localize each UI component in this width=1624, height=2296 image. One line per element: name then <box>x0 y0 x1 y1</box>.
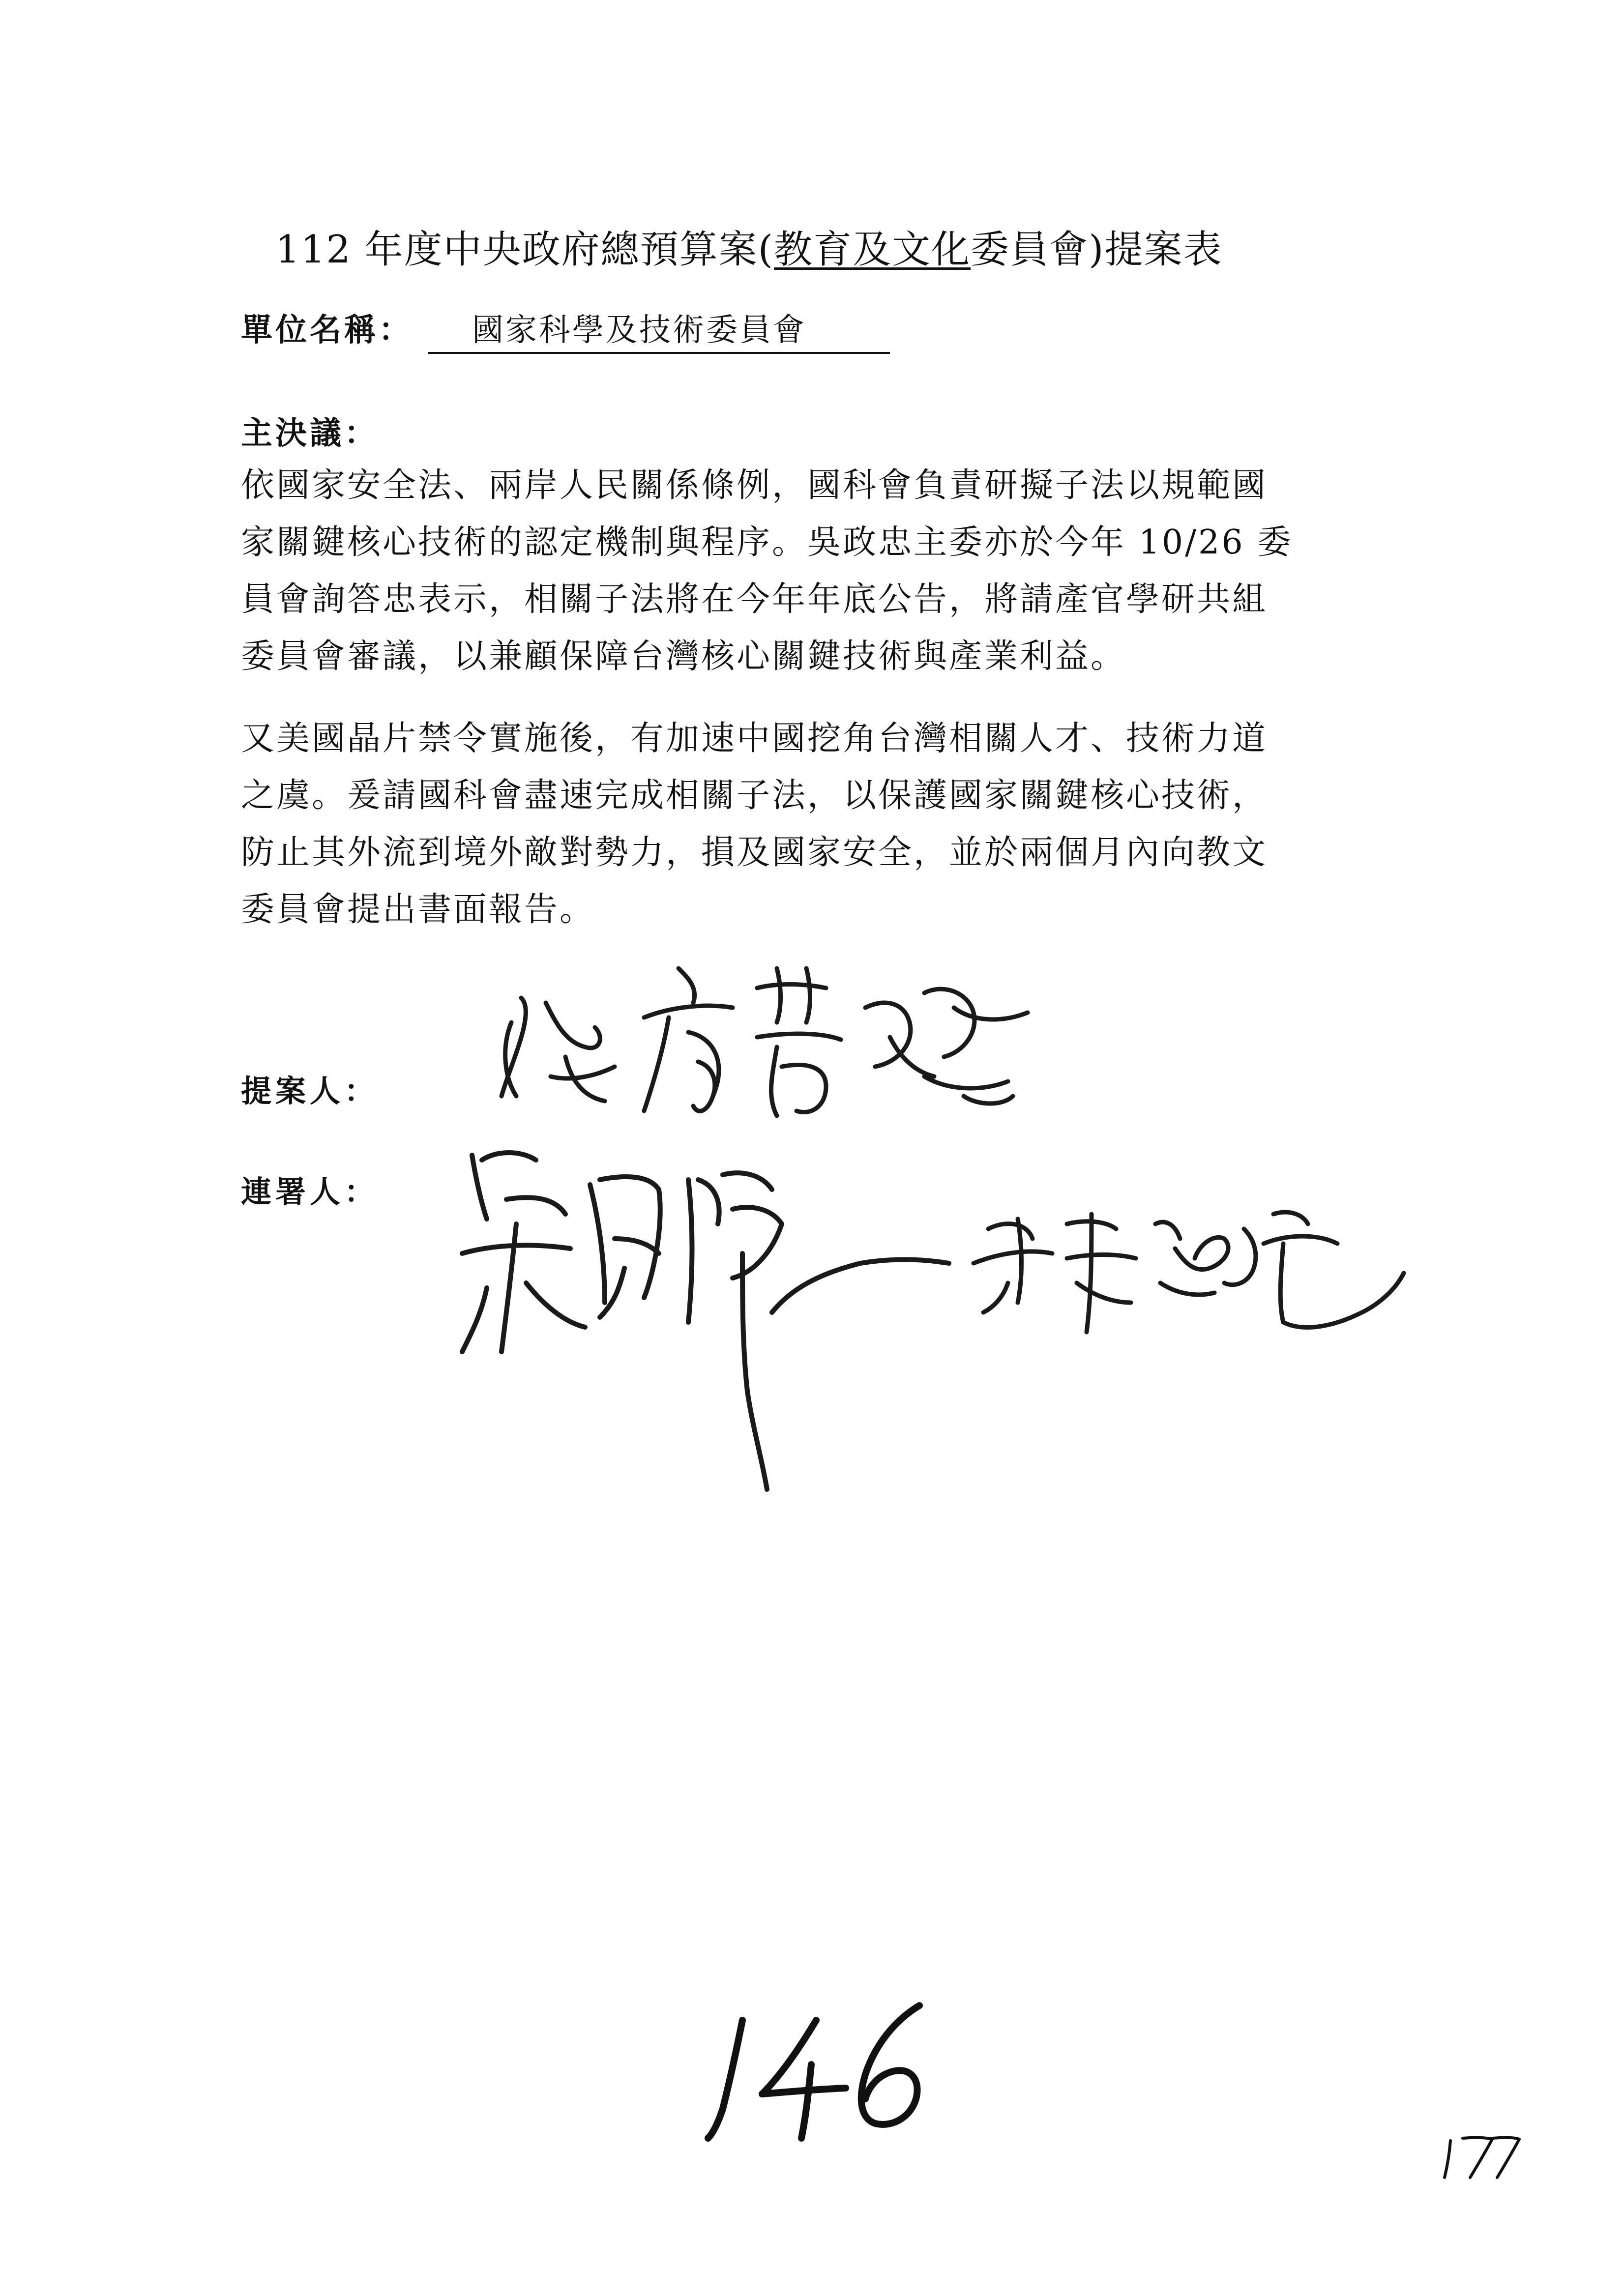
paragraph-2-line: 委員會提出書面報告。 <box>241 890 595 929</box>
proposer-signature <box>482 949 1111 1155</box>
paragraph-2-line: 之虞。爰請國科會盡速完成相關子法，以保護國家關鍵核心技術， <box>241 776 1268 815</box>
title-prefix: 112 年度中央政府總預算案( <box>275 228 774 272</box>
paragraph-1-line: 依國家安全法、兩岸人民關係條例，國科會負責研擬子法以規範國 <box>241 466 1268 505</box>
paragraph-2-line: 又美國晶片禁令實施後，有加速中國挖角台灣相關人才、技術力道 <box>241 719 1268 758</box>
cosigner-label: 連署人： <box>241 1174 379 1210</box>
resolution-paragraph-1 <box>241 457 1391 685</box>
unit-row <box>241 305 890 354</box>
page-number-center <box>688 1991 924 2148</box>
proposer-label: 提案人： <box>241 1073 379 1109</box>
resolution-heading: 主決議： <box>241 415 379 452</box>
cosigner-signature <box>428 1126 1406 1519</box>
paragraph-1-line: 家關鍵核心技術的認定機制與程序。吳政忠主委亦於今年 10/26 委 <box>241 523 1293 562</box>
paragraph-1-line: 委員會審議，以兼顧保障台灣核心關鍵技術與產業利益。 <box>241 637 1126 676</box>
resolution-paragraph-2 <box>241 710 1391 938</box>
title-suffix: 委員會)提案表 <box>971 228 1223 272</box>
unit-label: 單位名稱： <box>241 312 413 349</box>
page-number-corner <box>1436 2128 1524 2182</box>
unit-value: 國家科學及技術委員會 <box>428 305 890 354</box>
document-title <box>275 219 1223 274</box>
title-committee: 教育及文化 <box>774 228 971 272</box>
paragraph-2-line: 防止其外流到境外敵對勢力，損及國家安全，並於兩個月內向教文 <box>241 833 1268 872</box>
paragraph-1-line: 員會詢答忠表示，相關子法將在今年年底公告，將請產官學研共組 <box>241 580 1268 619</box>
